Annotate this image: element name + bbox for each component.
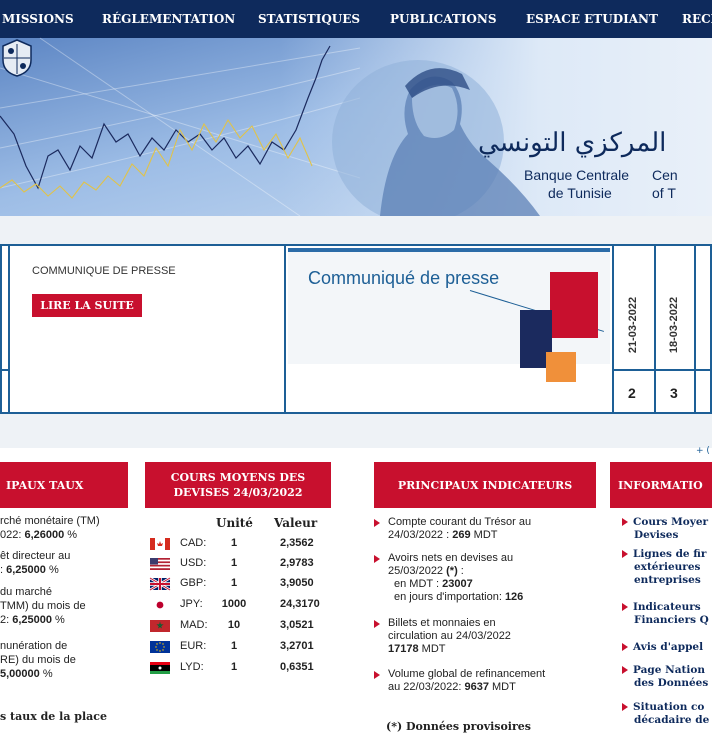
decor-square-orange — [546, 352, 576, 382]
fx-unit: 1 — [230, 537, 238, 549]
fx-row-lyd — [150, 659, 330, 677]
fx-unit: 10 — [227, 619, 241, 631]
bullet-icon — [622, 603, 628, 611]
fx-header — [145, 462, 331, 508]
morocco-flag-icon — [150, 620, 170, 632]
indicator-banknotes: Billets et monnaies en circulation au 24/03/2022 17178 MDT — [388, 617, 588, 656]
bullet-icon — [374, 519, 380, 527]
info-link-indicateurs[interactable]: Indicateurs Financiers Q — [622, 601, 712, 627]
bank-name-fr-line1: Banque Centrale — [524, 167, 630, 183]
fx-value: 2,3562 — [280, 537, 314, 549]
rate-line: 2: 6,25000 % — [0, 614, 65, 626]
read-more-button[interactable]: LIRE LA SUITE — [32, 294, 142, 317]
info-link-cours-moyens[interactable]: Cours Moyer Devises — [622, 516, 712, 542]
bullet-icon — [374, 671, 380, 679]
carousel-divider — [694, 244, 696, 414]
fx-header-line1: COURS MOYENS DES — [170, 471, 306, 484]
fx-row-jpy — [150, 596, 330, 614]
fx-code: MAD: — [180, 619, 208, 631]
rate-line: êt directeur au — [0, 550, 71, 562]
fx-code: USD: — [180, 557, 207, 569]
fx-value: 3,9050 — [280, 577, 314, 589]
carousel-page-3[interactable]: 3 — [670, 385, 678, 401]
fx-unit: 1 — [230, 640, 238, 652]
provisional-data-note: (*) Données provisoires — [386, 720, 531, 733]
rate-line: du marché — [0, 586, 52, 598]
fx-value: 3,0521 — [280, 619, 314, 631]
rates-footer-link[interactable]: s taux de la place — [0, 710, 107, 723]
fx-header-line2: DEVISES 24/03/2022 — [173, 486, 303, 499]
carousel-divider — [612, 244, 614, 414]
fx-unit: 1 — [230, 557, 238, 569]
rate-line: TMM) du mois de — [0, 600, 86, 612]
rate-line: : 6,25000 % — [0, 564, 59, 576]
rate-line: rché monétaire (TM) — [0, 515, 100, 527]
fx-col-value: Valeur — [274, 516, 318, 530]
bullet-icon — [622, 703, 628, 711]
bank-name-arabic: المركزي التونسي — [478, 128, 667, 158]
fx-value: 2,9783 — [280, 557, 314, 569]
libya-flag-icon — [150, 662, 170, 674]
news-date: 21-03-2022 — [627, 296, 639, 354]
bank-name-en-line2: of T — [652, 185, 676, 201]
bullet-icon — [622, 666, 628, 674]
bank-seal-icon — [0, 38, 34, 78]
indicator-treasury: Compte courant du Trésor au 24/03/2022 : 269 MDT — [388, 516, 588, 542]
news-date: 18-03-2022 — [668, 296, 680, 354]
fx-unit: 1 — [230, 577, 238, 589]
carousel-divider — [284, 244, 286, 414]
nav-publications[interactable]: PUBLICATIONS — [390, 12, 497, 26]
rate-line: 5,00000 % — [0, 668, 53, 680]
bullet-icon — [622, 550, 628, 558]
bullet-icon — [622, 643, 628, 651]
rates-header: IPAUX TAUX — [0, 462, 128, 508]
fx-row-cad — [150, 535, 330, 553]
nav-espace-etudiant[interactable]: ESPACE ETUDIANT — [526, 12, 658, 26]
rate-line: nunération de — [0, 640, 68, 652]
nav-row-primary — [0, 0, 721, 38]
nav-missions[interactable]: MISSIONS — [2, 12, 74, 26]
nav-recrutement[interactable]: RECR — [682, 12, 721, 26]
fx-code: JPY: — [180, 598, 203, 610]
indicators-header: PRINCIPAUX INDICATEURS — [374, 462, 596, 508]
info-link-avis-appel[interactable]: Avis d'appel — [622, 641, 712, 654]
nav-statistiques[interactable]: STATISTIQUES — [258, 12, 361, 26]
bullet-icon — [622, 518, 628, 526]
info-link-lignes[interactable]: Lignes de fir extérieures entreprises — [622, 548, 712, 587]
information-header: INFORMATIO — [610, 462, 712, 508]
usa-flag-icon — [150, 558, 170, 570]
fx-row-eur — [150, 638, 330, 656]
fx-code: LYD: — [180, 661, 204, 673]
carousel-divider — [0, 369, 10, 371]
fx-row-usd — [150, 555, 330, 573]
carousel-divider — [612, 369, 712, 371]
fx-row-gbp — [150, 575, 330, 593]
news-date-tab[interactable] — [666, 285, 682, 365]
fx-value: 0,6351 — [280, 661, 314, 673]
indicator-refinancing: Volume global de refinancement au 22/03/2022: 9637 MDT — [388, 668, 588, 694]
decor-square-red — [550, 272, 598, 338]
fx-value: 3,2701 — [280, 640, 314, 652]
info-link-situation[interactable]: Situation co décadaire de — [622, 701, 712, 727]
bank-name-fr-line2: de Tunisie — [548, 185, 612, 201]
japan-flag-icon — [150, 599, 170, 611]
nav-reglementation[interactable]: RÉGLEMENTATION — [102, 12, 236, 26]
fx-code: CAD: — [180, 537, 207, 549]
carousel-divider — [8, 244, 10, 414]
fx-row-mad — [150, 617, 330, 635]
carousel-page-2[interactable]: 2 — [628, 385, 636, 401]
fx-unit: 1 — [230, 661, 238, 673]
rate-line: 022: 6,26000 % — [0, 529, 78, 541]
news-date-tab[interactable] — [625, 285, 641, 365]
press-release-title: Communiqué de presse — [308, 268, 500, 288]
fx-col-unit: Unité — [216, 516, 253, 530]
fx-value: 24,3170 — [280, 598, 320, 610]
press-release-card[interactable] — [288, 248, 610, 364]
carousel-divider — [654, 244, 656, 414]
bank-name-en-line1: Cen — [652, 167, 678, 183]
fx-code: EUR: — [180, 640, 207, 652]
uk-flag-icon — [150, 578, 170, 590]
info-link-page-nationale[interactable]: Page Nation des Données — [622, 664, 712, 690]
bullet-icon — [374, 620, 380, 628]
header-banner — [0, 38, 712, 216]
news-kicker: COMMUNIQUE DE PRESSE — [32, 265, 176, 277]
fx-unit: 1000 — [221, 598, 247, 610]
bullet-icon — [374, 555, 380, 563]
fx-code: GBP: — [180, 577, 207, 589]
indicator-reserves: Avoirs nets en devises au 25/03/2022 (*) : en MDT : 23007 en jours d'importation: 126 — [388, 552, 588, 604]
eu-flag-icon — [150, 641, 170, 653]
canada-flag-icon — [150, 538, 170, 550]
more-news-link[interactable]: + ( — [696, 446, 710, 456]
rate-line: RE) du mois de — [0, 654, 76, 666]
